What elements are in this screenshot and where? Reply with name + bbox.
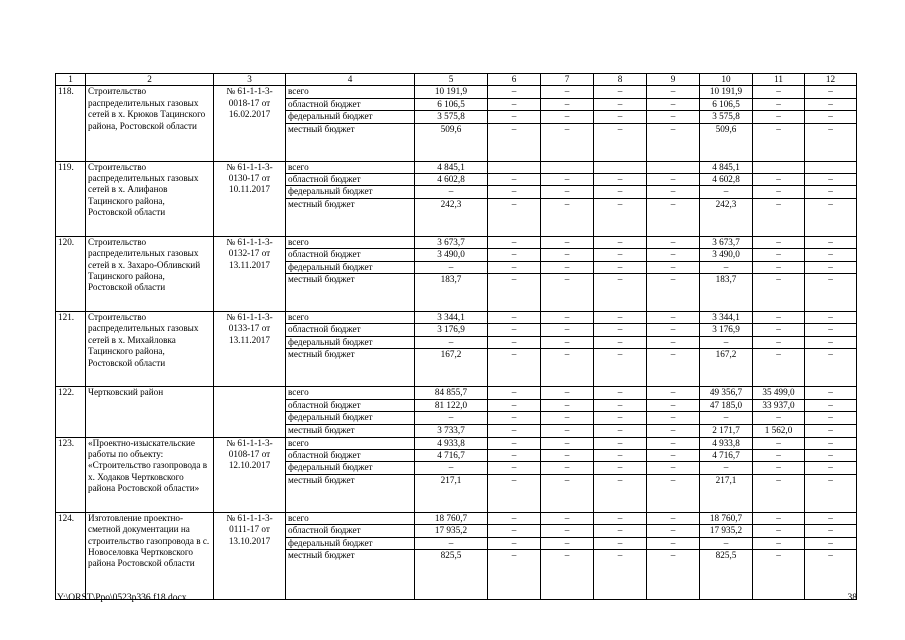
amount-cell: –	[805, 274, 857, 312]
amount-cell: 6 106,5	[415, 98, 488, 110]
table-row	[56, 512, 857, 524]
amount-cell: –	[594, 399, 647, 411]
amount-cell: –	[594, 236, 647, 248]
header-cell: 8	[594, 74, 647, 86]
amount-cell: –	[594, 198, 647, 236]
amount-cell: –	[488, 412, 541, 424]
amount-cell: 1 562,0	[753, 424, 805, 437]
amount-cell: –	[753, 449, 805, 461]
amount-cell: –	[541, 549, 594, 599]
amount-cell: –	[753, 412, 805, 424]
amount-cell: –	[647, 274, 700, 312]
document-ref: № 61-1-1-3-0132-17 от 13.11.2017	[214, 236, 286, 311]
amount-cell: –	[753, 537, 805, 549]
funding-source: областной бюджет	[286, 249, 415, 261]
amount-cell: –	[805, 549, 857, 599]
funding-source: федеральный бюджет	[286, 261, 415, 273]
amount-cell: –	[700, 336, 753, 348]
header-row	[56, 74, 857, 86]
amount-cell: –	[753, 249, 805, 261]
object-name: Изготовление проектно-сметной документации на строительство газопровода в с. Новоселовка Чертковского района Ростовской области	[86, 512, 214, 599]
amount-cell: –	[488, 512, 541, 524]
amount-cell: 17 935,2	[700, 525, 753, 537]
row-number: 123.	[56, 437, 86, 512]
amount-cell: –	[753, 512, 805, 524]
amount-cell: 3 575,8	[700, 111, 753, 123]
object-name: Строительство распределительных газовых сетей в х. Крюков Тацинского района, Ростовской области	[86, 86, 214, 161]
amount-cell: –	[753, 261, 805, 273]
amount-cell: –	[753, 174, 805, 186]
amount-cell: –	[541, 123, 594, 161]
funding-source: всего	[286, 312, 415, 324]
amount-cell: 35 499,0	[753, 387, 805, 399]
budget-table	[55, 73, 857, 600]
funding-source: областной бюджет	[286, 399, 415, 411]
amount-cell: –	[805, 512, 857, 524]
document-ref: № 61-1-1-3-0108-17 от 12.10.2017	[214, 437, 286, 512]
amount-cell: –	[700, 412, 753, 424]
amount-cell: –	[647, 198, 700, 236]
header-cell: 3	[214, 74, 286, 86]
amount-cell: –	[541, 387, 594, 399]
amount-cell: –	[541, 424, 594, 437]
table-row	[56, 312, 857, 324]
funding-source: всего	[286, 437, 415, 449]
amount-cell: –	[488, 236, 541, 248]
amount-cell: 3 344,1	[415, 312, 488, 324]
amount-cell: –	[488, 274, 541, 312]
amount-cell: 167,2	[700, 349, 753, 387]
table-row	[56, 387, 857, 399]
amount-cell	[753, 161, 805, 173]
header-cell: 4	[286, 74, 415, 86]
amount-cell: 509,6	[415, 123, 488, 161]
amount-cell: 18 760,7	[700, 512, 753, 524]
amount-cell: –	[753, 86, 805, 98]
amount-cell: 84 855,7	[415, 387, 488, 399]
row-number: 121.	[56, 312, 86, 387]
amount-cell	[594, 161, 647, 173]
amount-cell: 217,1	[700, 474, 753, 512]
amount-cell: 183,7	[700, 274, 753, 312]
amount-cell: 3 490,0	[415, 249, 488, 261]
amount-cell: –	[647, 336, 700, 348]
amount-cell: –	[805, 474, 857, 512]
amount-cell: 509,6	[700, 123, 753, 161]
amount-cell: 3 176,9	[700, 324, 753, 336]
amount-cell: –	[541, 86, 594, 98]
funding-source: областной бюджет	[286, 174, 415, 186]
amount-cell: –	[805, 123, 857, 161]
amount-cell: –	[647, 437, 700, 449]
amount-cell: –	[700, 261, 753, 273]
header-cell: 10	[700, 74, 753, 86]
amount-cell: 49 356,7	[700, 387, 753, 399]
funding-source: федеральный бюджет	[286, 537, 415, 549]
amount-cell: –	[753, 186, 805, 198]
amount-cell: –	[415, 261, 488, 273]
amount-cell: –	[594, 98, 647, 110]
amount-cell: –	[488, 186, 541, 198]
amount-cell: –	[647, 98, 700, 110]
funding-source: местный бюджет	[286, 349, 415, 387]
row-number: 119.	[56, 161, 86, 236]
funding-source: федеральный бюджет	[286, 462, 415, 474]
amount-cell: –	[805, 236, 857, 248]
amount-cell: –	[753, 198, 805, 236]
amount-cell: 3 575,8	[415, 111, 488, 123]
amount-cell: –	[647, 86, 700, 98]
amount-cell: –	[594, 387, 647, 399]
amount-cell: –	[415, 186, 488, 198]
amount-cell: –	[488, 86, 541, 98]
amount-cell: –	[541, 449, 594, 461]
amount-cell: –	[488, 399, 541, 411]
funding-source: всего	[286, 161, 415, 173]
amount-cell: –	[805, 399, 857, 411]
amount-cell: –	[805, 324, 857, 336]
amount-cell: –	[488, 249, 541, 261]
amount-cell: –	[488, 474, 541, 512]
amount-cell: –	[805, 462, 857, 474]
amount-cell: –	[541, 274, 594, 312]
amount-cell: 4 933,8	[415, 437, 488, 449]
amount-cell: –	[594, 537, 647, 549]
amount-cell: –	[647, 462, 700, 474]
amount-cell: –	[805, 186, 857, 198]
funding-source: всего	[286, 86, 415, 98]
amount-cell: –	[488, 324, 541, 336]
amount-cell: –	[647, 174, 700, 186]
amount-cell: –	[753, 98, 805, 110]
amount-cell: –	[415, 537, 488, 549]
amount-cell	[541, 161, 594, 173]
amount-cell: 4 716,7	[700, 449, 753, 461]
amount-cell: –	[805, 336, 857, 348]
amount-cell: 81 122,0	[415, 399, 488, 411]
amount-cell: –	[488, 549, 541, 599]
amount-cell: –	[488, 98, 541, 110]
amount-cell: –	[753, 336, 805, 348]
amount-cell: –	[541, 437, 594, 449]
amount-cell: –	[541, 198, 594, 236]
amount-cell: –	[753, 474, 805, 512]
funding-source: местный бюджет	[286, 424, 415, 437]
amount-cell: –	[594, 449, 647, 461]
amount-cell: –	[647, 249, 700, 261]
amount-cell: 2 171,7	[700, 424, 753, 437]
amount-cell: –	[647, 236, 700, 248]
amount-cell: 825,5	[700, 549, 753, 599]
amount-cell: –	[488, 462, 541, 474]
amount-cell: 3 733,7	[415, 424, 488, 437]
amount-cell	[805, 161, 857, 173]
amount-cell: –	[488, 449, 541, 461]
amount-cell: –	[488, 387, 541, 399]
amount-cell: –	[541, 186, 594, 198]
amount-cell: –	[488, 312, 541, 324]
amount-cell	[488, 161, 541, 173]
amount-cell: 4 602,8	[700, 174, 753, 186]
amount-cell: –	[647, 474, 700, 512]
amount-cell: –	[805, 261, 857, 273]
amount-cell: 4 933,8	[700, 437, 753, 449]
amount-cell: –	[594, 312, 647, 324]
funding-source: местный бюджет	[286, 198, 415, 236]
amount-cell: –	[541, 236, 594, 248]
amount-cell: –	[805, 412, 857, 424]
amount-cell: –	[488, 111, 541, 123]
amount-cell: –	[594, 462, 647, 474]
amount-cell: –	[700, 462, 753, 474]
object-name: Строительство распределительных газовых сетей в х. Алифанов Тацинского района, Ростовской области	[86, 161, 214, 236]
funding-source: местный бюджет	[286, 274, 415, 312]
amount-cell: –	[541, 336, 594, 348]
amount-cell: –	[488, 336, 541, 348]
amount-cell: –	[647, 449, 700, 461]
amount-cell: 4 716,7	[415, 449, 488, 461]
funding-source: местный бюджет	[286, 549, 415, 599]
row-number: 122.	[56, 387, 86, 437]
amount-cell: –	[805, 312, 857, 324]
amount-cell: –	[541, 249, 594, 261]
amount-cell: –	[594, 349, 647, 387]
amount-cell: 18 760,7	[415, 512, 488, 524]
amount-cell: –	[647, 424, 700, 437]
header-cell: 6	[488, 74, 541, 86]
amount-cell: –	[594, 336, 647, 348]
amount-cell: 33 937,0	[753, 399, 805, 411]
object-name: Чертковский район	[86, 387, 214, 437]
amount-cell: 6 106,5	[700, 98, 753, 110]
amount-cell: –	[541, 462, 594, 474]
amount-cell: –	[753, 462, 805, 474]
amount-cell: –	[594, 512, 647, 524]
amount-cell: –	[805, 174, 857, 186]
row-number: 118.	[56, 86, 86, 161]
amount-cell: –	[647, 312, 700, 324]
amount-cell: –	[753, 236, 805, 248]
amount-cell: –	[488, 525, 541, 537]
table-row	[56, 86, 857, 98]
header-cell: 7	[541, 74, 594, 86]
amount-cell: –	[753, 324, 805, 336]
amount-cell: –	[488, 261, 541, 273]
funding-source: федеральный бюджет	[286, 186, 415, 198]
funding-source: федеральный бюджет	[286, 412, 415, 424]
amount-cell: –	[541, 324, 594, 336]
amount-cell: –	[753, 349, 805, 387]
amount-cell: –	[647, 261, 700, 273]
amount-cell: –	[805, 198, 857, 236]
amount-cell: –	[594, 549, 647, 599]
amount-cell: –	[647, 537, 700, 549]
amount-cell: –	[594, 274, 647, 312]
document-ref: № 61-1-1-3-0018-17 от 16.02.2017	[214, 86, 286, 161]
amount-cell: –	[805, 537, 857, 549]
amount-cell	[647, 161, 700, 173]
amount-cell: –	[541, 98, 594, 110]
row-number: 120.	[56, 236, 86, 311]
amount-cell: –	[488, 349, 541, 387]
amount-cell: –	[805, 387, 857, 399]
amount-cell: –	[594, 123, 647, 161]
amount-cell: –	[805, 424, 857, 437]
amount-cell: –	[647, 399, 700, 411]
amount-cell: –	[805, 449, 857, 461]
amount-cell: 3 673,7	[700, 236, 753, 248]
amount-cell: –	[594, 525, 647, 537]
amount-cell: 242,3	[700, 198, 753, 236]
amount-cell: 4 845,1	[415, 161, 488, 173]
amount-cell: 167,2	[415, 349, 488, 387]
document-ref	[214, 387, 286, 437]
amount-cell: –	[541, 399, 594, 411]
amount-cell: –	[541, 537, 594, 549]
object-name: Строительство распределительных газовых сетей в х. Захаро-Обливский Тацинского района, Ростовской области	[86, 236, 214, 311]
header-cell: 5	[415, 74, 488, 86]
header-cell: 11	[753, 74, 805, 86]
amount-cell: 242,3	[415, 198, 488, 236]
funding-source: местный бюджет	[286, 474, 415, 512]
amount-cell: –	[647, 387, 700, 399]
object-name: «Проектно-изыскательские работы по объекту: «Строительство газопровода в х. Ходаков Чертковского района Ростовской области»	[86, 437, 214, 512]
amount-cell: –	[541, 174, 594, 186]
amount-cell: –	[541, 525, 594, 537]
amount-cell: –	[541, 312, 594, 324]
funding-source: всего	[286, 236, 415, 248]
amount-cell: –	[488, 437, 541, 449]
amount-cell: 10 191,9	[415, 86, 488, 98]
header-cell: 12	[805, 74, 857, 86]
amount-cell: –	[805, 98, 857, 110]
amount-cell: 3 490,0	[700, 249, 753, 261]
amount-cell: –	[488, 424, 541, 437]
amount-cell: –	[541, 111, 594, 123]
amount-cell: –	[647, 186, 700, 198]
amount-cell: –	[647, 512, 700, 524]
amount-cell: –	[700, 186, 753, 198]
table-row	[56, 161, 857, 173]
amount-cell: 3 344,1	[700, 312, 753, 324]
amount-cell: 4 845,1	[700, 161, 753, 173]
amount-cell: –	[647, 349, 700, 387]
table-row	[56, 236, 857, 248]
amount-cell: 3 673,7	[415, 236, 488, 248]
funding-source: местный бюджет	[286, 123, 415, 161]
amount-cell: –	[647, 324, 700, 336]
amount-cell: –	[594, 261, 647, 273]
amount-cell: –	[415, 412, 488, 424]
page-number: 38	[847, 593, 857, 603]
amount-cell: –	[805, 437, 857, 449]
amount-cell: 10 191,9	[700, 86, 753, 98]
funding-source: федеральный бюджет	[286, 336, 415, 348]
amount-cell: –	[647, 549, 700, 599]
document-ref: № 61-1-1-3-0133-17 от 13.11.2017	[214, 312, 286, 387]
row-number: 124.	[56, 512, 86, 599]
funding-source: областной бюджет	[286, 449, 415, 461]
amount-cell: 3 176,9	[415, 324, 488, 336]
amount-cell: 825,5	[415, 549, 488, 599]
amount-cell: –	[594, 412, 647, 424]
amount-cell: –	[541, 412, 594, 424]
amount-cell: 183,7	[415, 274, 488, 312]
header-cell: 1	[56, 74, 86, 86]
file-path: Y:\ORST\Ppo\0523p336.f18.docx	[57, 593, 187, 603]
object-name: Строительство распределительных газовых сетей в х. Михайловка Тацинского района, Ростовской области	[86, 312, 214, 387]
amount-cell: –	[753, 123, 805, 161]
amount-cell: –	[753, 525, 805, 537]
amount-cell: –	[647, 412, 700, 424]
amount-cell: –	[805, 525, 857, 537]
funding-source: всего	[286, 387, 415, 399]
amount-cell: –	[415, 336, 488, 348]
amount-cell: –	[541, 512, 594, 524]
amount-cell: –	[594, 111, 647, 123]
amount-cell: –	[753, 274, 805, 312]
amount-cell: –	[594, 324, 647, 336]
funding-source: областной бюджет	[286, 98, 415, 110]
funding-source: областной бюджет	[286, 525, 415, 537]
header-cell: 2	[86, 74, 214, 86]
amount-cell: –	[594, 437, 647, 449]
amount-cell: 4 602,8	[415, 174, 488, 186]
amount-cell: –	[594, 424, 647, 437]
document-ref: № 61-1-1-3-0111-17 от 13.10.2017	[214, 512, 286, 599]
amount-cell: –	[805, 86, 857, 98]
amount-cell: –	[415, 462, 488, 474]
amount-cell: –	[488, 537, 541, 549]
amount-cell: –	[488, 198, 541, 236]
header-cell: 9	[647, 74, 700, 86]
amount-cell: –	[805, 249, 857, 261]
amount-cell: –	[594, 249, 647, 261]
amount-cell: –	[488, 123, 541, 161]
amount-cell: –	[541, 349, 594, 387]
amount-cell: –	[753, 312, 805, 324]
funding-source: областной бюджет	[286, 324, 415, 336]
amount-cell: 47 185,0	[700, 399, 753, 411]
amount-cell: –	[594, 174, 647, 186]
amount-cell: –	[594, 86, 647, 98]
table-row	[56, 437, 857, 449]
amount-cell: –	[647, 123, 700, 161]
amount-cell: –	[541, 474, 594, 512]
amount-cell: –	[488, 174, 541, 186]
amount-cell: –	[594, 186, 647, 198]
amount-cell: –	[700, 537, 753, 549]
amount-cell: –	[753, 549, 805, 599]
amount-cell: –	[753, 111, 805, 123]
amount-cell: 217,1	[415, 474, 488, 512]
amount-cell: 17 935,2	[415, 525, 488, 537]
amount-cell: –	[541, 261, 594, 273]
amount-cell: –	[805, 111, 857, 123]
document-ref: № 61-1-1-3-0130-17 от 10.11.2017	[214, 161, 286, 236]
funding-source: всего	[286, 512, 415, 524]
amount-cell: –	[594, 474, 647, 512]
funding-source: федеральный бюджет	[286, 111, 415, 123]
amount-cell: –	[647, 111, 700, 123]
amount-cell: –	[647, 525, 700, 537]
amount-cell: –	[753, 437, 805, 449]
amount-cell: –	[805, 349, 857, 387]
